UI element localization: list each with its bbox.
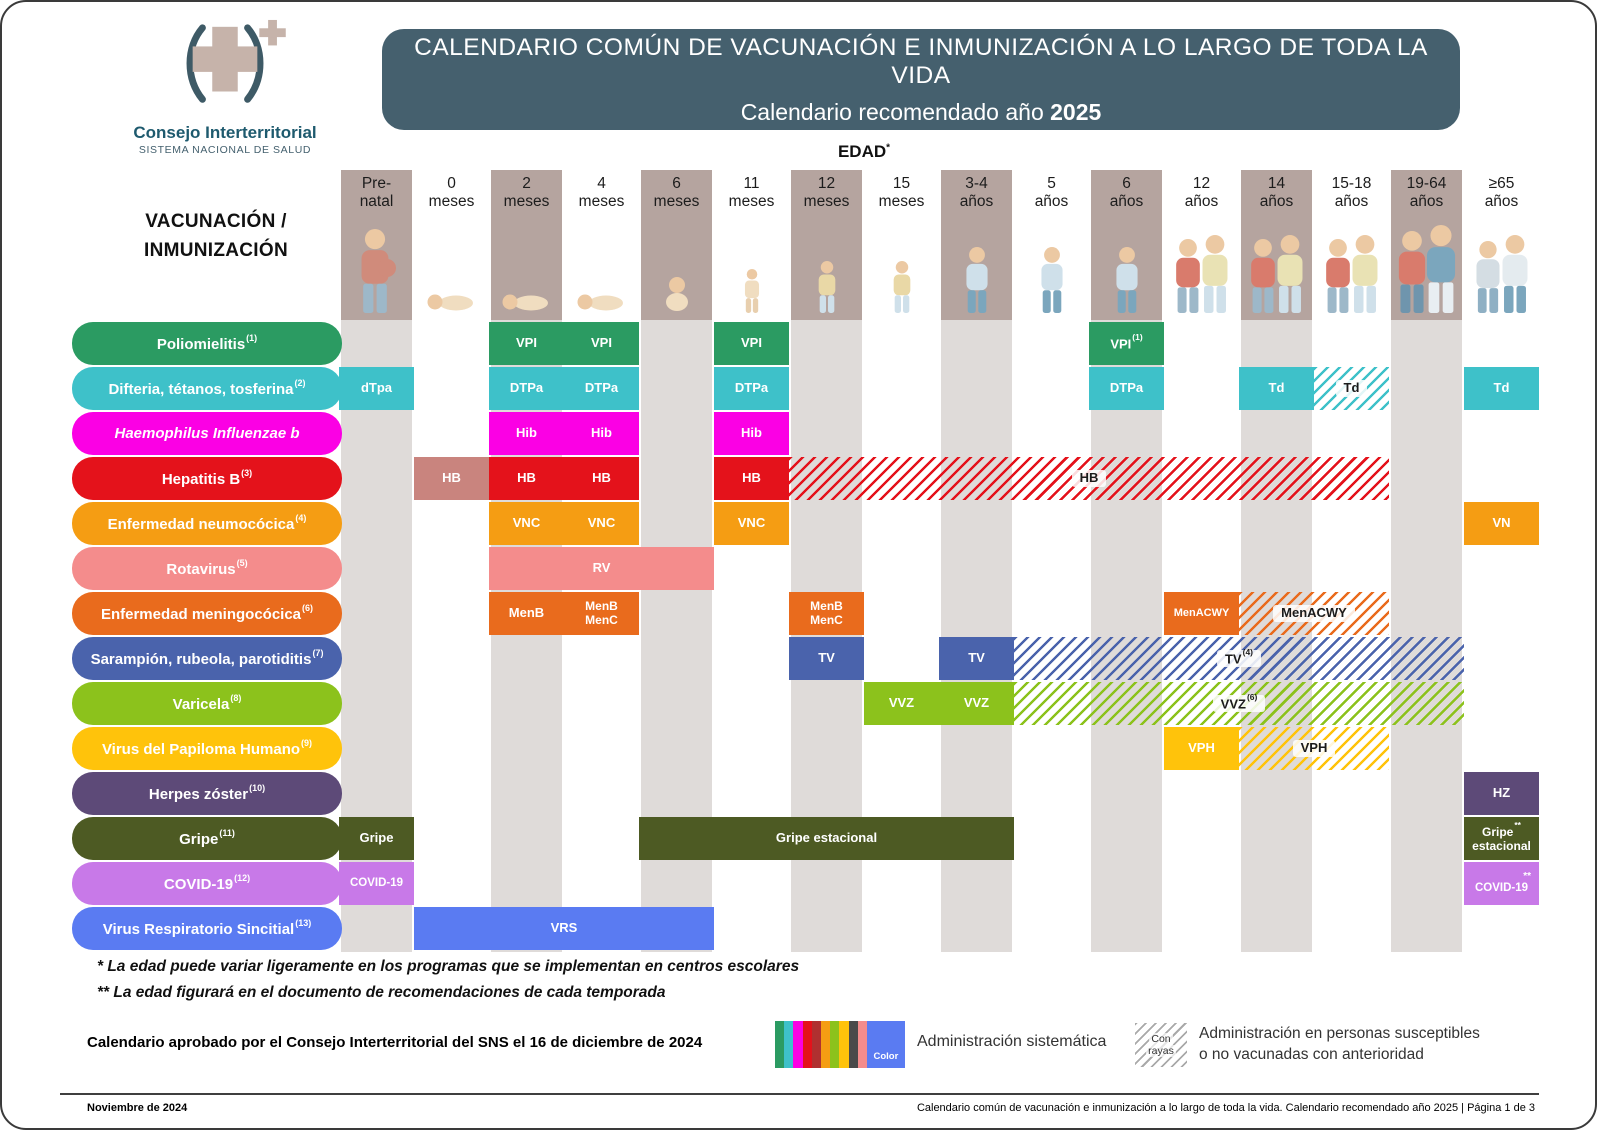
cell-covid-c16: ** COVID-19 [1464,862,1539,905]
legend-color-bar [858,1021,867,1068]
person-icon [866,215,937,315]
person-icon [416,215,487,315]
logo-title: Consejo Interterritorial [133,123,317,142]
cell-vph-c12: VPH [1164,727,1239,770]
age-column-label: 5 años [1034,175,1069,211]
cell-hepb-c2: HB [414,457,489,500]
cell-polio-c4: VPI [564,322,639,365]
logo-cross-icon [150,18,300,116]
person-icon [641,215,712,315]
cell-varicela-c10: VVZ$^{(6)}$ [1014,682,1464,725]
title-banner [382,29,1460,130]
row-label-varicela: Varicela$^{(8)}$ [72,682,342,725]
person-illustration [941,215,1012,320]
legend-color-bar [784,1021,793,1068]
person-illustration [641,215,712,320]
cell-dtp-c14: Td [1314,367,1389,410]
footnote-2: ** La edad figurará en el documento de recomendaciones de cada temporada [97,984,666,1001]
age-column-label: 12 años [1184,175,1219,211]
person-illustration [716,215,787,320]
approval-note: Calendario aprobado por el Consejo Interterritorial del SNS el 16 de diciembre de 2024 [87,1034,703,1051]
row-label-hz: Herpes zóster$^{(10)}$ [72,772,342,815]
person-illustration [341,215,412,320]
age-column-header [1466,170,1537,320]
cell-hib-c3: Hib [489,412,564,455]
legend-systematic-label: Administración sistemática [917,1033,1107,1050]
cell-varicela-c9: VVZ [939,682,1014,725]
row-label-polio: Poliomielitis$^{(1)}$ [72,322,342,365]
legend-color-bar [839,1021,848,1068]
age-column-header [1091,170,1162,320]
age-column-label: 19-64 años [1406,175,1447,211]
logo-subtitle: SISTEMA NACIONAL DE SALUD [138,144,312,156]
footer-divider [60,1093,1539,1095]
logo [120,18,330,156]
age-column-label: ≥65 años [1484,175,1519,211]
cell-polio-c11: VPI$^{(1)}$ [1089,322,1164,365]
footnote-1: * La edad puede variar ligeramente en los programas que se implementan en centros escolares [97,958,800,975]
row-label-gripe: Gripe$^{(11)}$ [72,817,342,860]
age-column-header [1016,170,1087,320]
legend-color-bar [803,1021,812,1068]
legend-color-bar [775,1021,784,1068]
cell-neumo-c6: VNC [714,502,789,545]
page-title: CALENDARIO COMÚN DE VACUNACIÓN E INMUNIZACIÓN A LO LARGO DE TODA LA VIDA [414,33,1428,89]
person-illustration [791,215,862,320]
person-illustration [1391,215,1462,320]
cell-dtp-c6: DTPa [714,367,789,410]
age-column-header [341,170,412,320]
cell-polio-c6: VPI [714,322,789,365]
cell-vph-c13: VPH [1239,727,1389,770]
cell-srp-c10: TV$^{(4)}$ [1014,637,1464,680]
legend-color-bar [830,1021,839,1068]
cell-hepb-c6: HB [714,457,789,500]
cell-gripe-c16: Gripe** estacional [1464,817,1539,860]
person-icon [1316,215,1387,315]
footer-page-info: Calendario común de vacunación e inmunización a lo largo de toda la vida. Calendario recomendado año 2025 | Página 1 de 3 [916,1102,1535,1114]
person-illustration [1016,215,1087,320]
cell-hib-c4: Hib [564,412,639,455]
person-icon [491,215,562,315]
age-column-header [641,170,712,320]
row-label-rota: Rotavirus$^{(5)}$ [72,547,342,590]
column-stripe [1241,320,1312,952]
row-label-vph: Virus del Papiloma Humano$^{(9)}$ [72,727,342,770]
legend-color-box: Color [867,1021,905,1068]
person-icon [1391,215,1462,315]
cell-dtp-c3: DTPa [489,367,564,410]
row-label-srp: Sarampión, rubeola, parotiditis$^{(7)}$ [72,637,342,680]
age-column-label: 14 años [1259,175,1294,211]
cell-dtp-c13: Td [1239,367,1314,410]
cell-hib-c6: Hib [714,412,789,455]
age-column-header [1241,170,1312,320]
cell-mening-c13: MenACWY [1239,592,1389,635]
age-column-label: 12 meses [803,175,850,211]
cell-polio-c3: VPI [489,322,564,365]
cell-rota-c3: RV [489,547,714,590]
cell-neumo-c3: VNC [489,502,564,545]
cell-mening-c3: MenB [489,592,564,635]
legend-hatched-swatch: Con rayas [1135,1023,1187,1067]
row-label-vrs: Virus Respiratorio Sincitial$^{(13)}$ [72,907,342,950]
cell-hepb-c3: HB [489,457,564,500]
person-icon [791,215,862,315]
row-label-mening: Enfermedad meningocócica$^{(6)}$ [72,592,342,635]
age-column-label: 2 meses [503,175,550,211]
age-column-label: 15-18 años [1331,175,1372,211]
age-column-header [791,170,862,320]
person-illustration [1316,215,1387,320]
age-column-header [1391,170,1462,320]
page-subtitle: Calendario recomendado año 2025 [740,98,1102,125]
person-illustration [491,215,562,320]
legend-color-bar [812,1021,821,1068]
person-icon [1016,215,1087,315]
row-label-hib: Haemophilus Influenzae b [72,412,342,455]
row-label-hepb: Hepatitis $B^{(3)}$ [72,457,342,500]
cell-neumo-c4: VNC [564,502,639,545]
age-axis-label: EDAD* [837,142,891,161]
cell-hz-c16: HZ [1464,772,1539,815]
person-illustration [1166,215,1237,320]
person-icon [1091,215,1162,315]
person-icon [1241,215,1312,315]
person-illustration [1466,215,1537,320]
cell-mening-c7: MenB MenC [789,592,864,635]
row-axis-label: VACUNACIÓN / INMUNIZACIÓN [144,211,288,261]
cell-covid-c1: COVID-19 [339,862,414,905]
cell-srp-c7: TV [789,637,864,680]
cell-dtp-c4: DTPa [564,367,639,410]
cell-dtp-c16: Td [1464,367,1539,410]
footer-date: Noviembre de 2024 [87,1102,188,1114]
person-icon [341,215,412,315]
age-column-label: 11 meses [728,175,775,211]
age-column-header [1166,170,1237,320]
cell-dtp-c1: dTpa [339,367,414,410]
cell-gripe-c5: Gripe estacional [639,817,1014,860]
age-column-label: 0 meses [428,175,475,211]
age-column-label: Pre- natal [359,175,394,211]
cell-dtp-c11: DTPa [1089,367,1164,410]
legend-color-bar [849,1021,858,1068]
column-stripe [1091,320,1162,952]
row-label-covid: COVID-19$^{(12)}$ [72,862,342,905]
column-stripe [1391,320,1462,952]
person-icon [1466,215,1537,315]
cell-varicela-c8: VVZ [864,682,939,725]
row-label-neumo: Enfermedad neumocócica$^{(4)}$ [72,502,342,545]
person-icon [716,215,787,315]
cell-hepb-c4: HB [564,457,639,500]
person-illustration [1241,215,1312,320]
legend-hatched-label: Administración en personas susceptibles o no vacunadas con anterioridad [1199,1025,1480,1063]
age-column-header [716,170,787,320]
row-label-dtp: Difteria, tétanos, tosferina$^{(2)}$ [72,367,342,410]
cell-srp-c9: TV [939,637,1014,680]
age-column-header [416,170,487,320]
person-icon [1166,215,1237,315]
age-column-label: 6 años [1109,175,1144,211]
age-column-label: 3-4 años [959,175,994,211]
cell-mening-c4: MenB MenC [564,592,639,635]
person-illustration [1091,215,1162,320]
legend-color-bar [821,1021,830,1068]
age-column-label: 4 meses [578,175,625,211]
cell-vrs-c2: VRS [414,907,714,950]
age-column-header [566,170,637,320]
legend-systematic-swatch [775,1021,905,1068]
person-illustration [416,215,487,320]
person-icon [566,215,637,315]
person-illustration [866,215,937,320]
cell-neumo-c16: VN [1464,502,1539,545]
cell-mening-c12: MenACWY [1164,592,1239,635]
age-column-header [491,170,562,320]
cell-gripe-c1: Gripe [339,817,414,860]
person-icon [941,215,1012,315]
age-column-label: 15 meses [878,175,925,211]
cell-hepb-c7: HB [789,457,1389,500]
age-column-label: 6 meses [653,175,700,211]
age-column-header [941,170,1012,320]
age-column-header [1316,170,1387,320]
person-illustration [566,215,637,320]
legend-color-bar [793,1021,802,1068]
age-column-header [866,170,937,320]
